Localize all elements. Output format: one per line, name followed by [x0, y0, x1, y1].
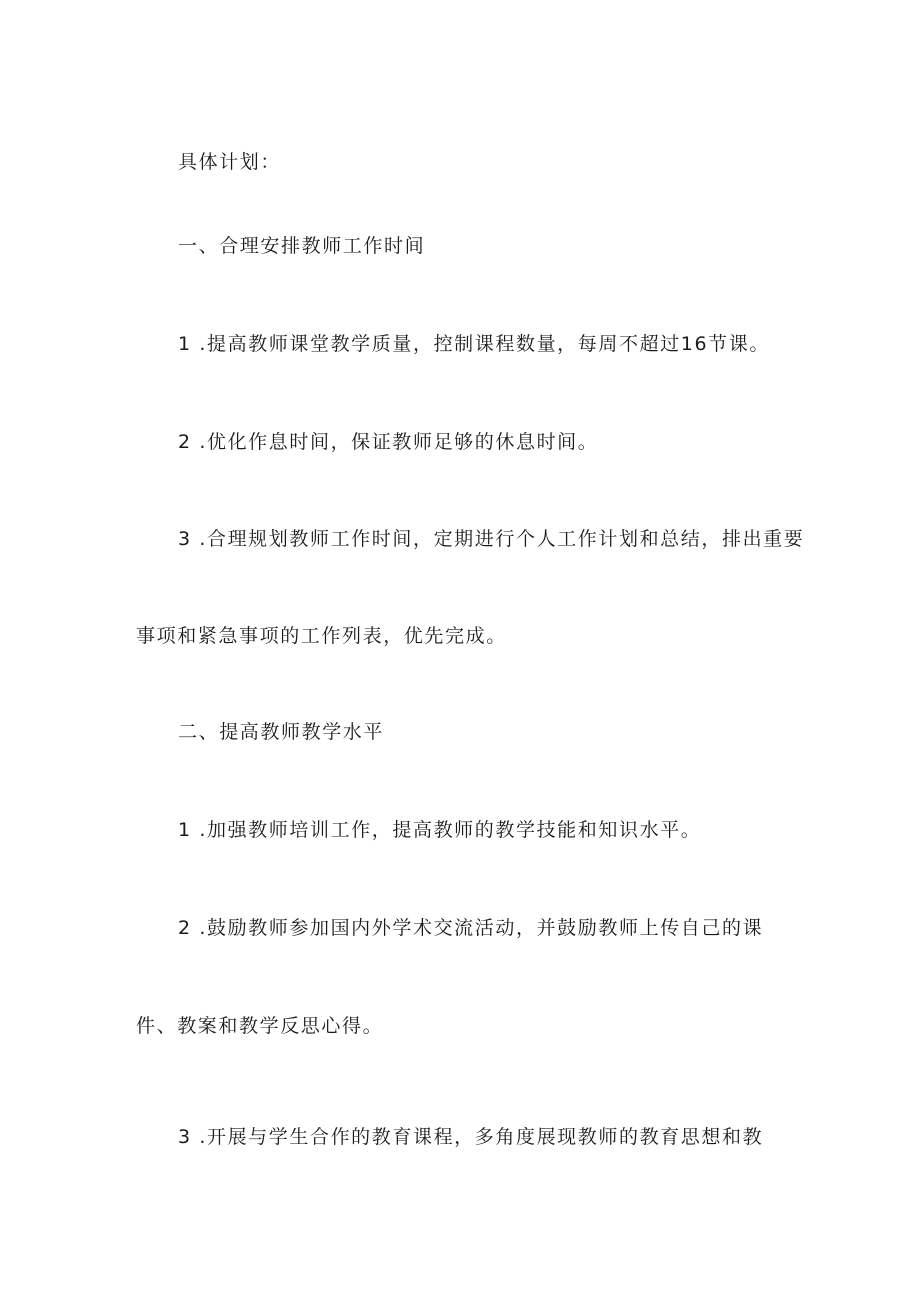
section-2-item-3: 3 .开展与学生合作的教育课程，多角度展现教师的教育思想和教	[178, 1126, 764, 1148]
section-1-heading: 一、合理安排教师工作时间	[178, 235, 426, 257]
section-1-item-3: 3 .合理规划教师工作时间，定期进行个人工作计划和总结，排出重要	[178, 528, 805, 550]
section-1-item-2: 2 .优化作息时间，保证教师足够的休息时间。	[178, 431, 599, 453]
plan-heading: 具体计划：	[178, 151, 282, 173]
section-2-item-2-continued: 件、教案和教学反思心得。	[136, 1015, 384, 1037]
section-1-item-1: 1 .提高教师课堂教学质量，控制课程数量，每周不超过16节课。	[178, 333, 770, 355]
section-2-item-2: 2 .鼓励教师参加国内外学术交流活动，并鼓励教师上传自己的课	[178, 917, 764, 939]
section-2-item-1: 1 .加强教师培训工作，提高教师的教学技能和知识水平。	[178, 819, 702, 841]
section-1-item-3-continued: 事项和紧急事项的工作列表，优先完成。	[136, 625, 507, 647]
section-2-heading: 二、提高教师教学水平	[178, 721, 385, 743]
